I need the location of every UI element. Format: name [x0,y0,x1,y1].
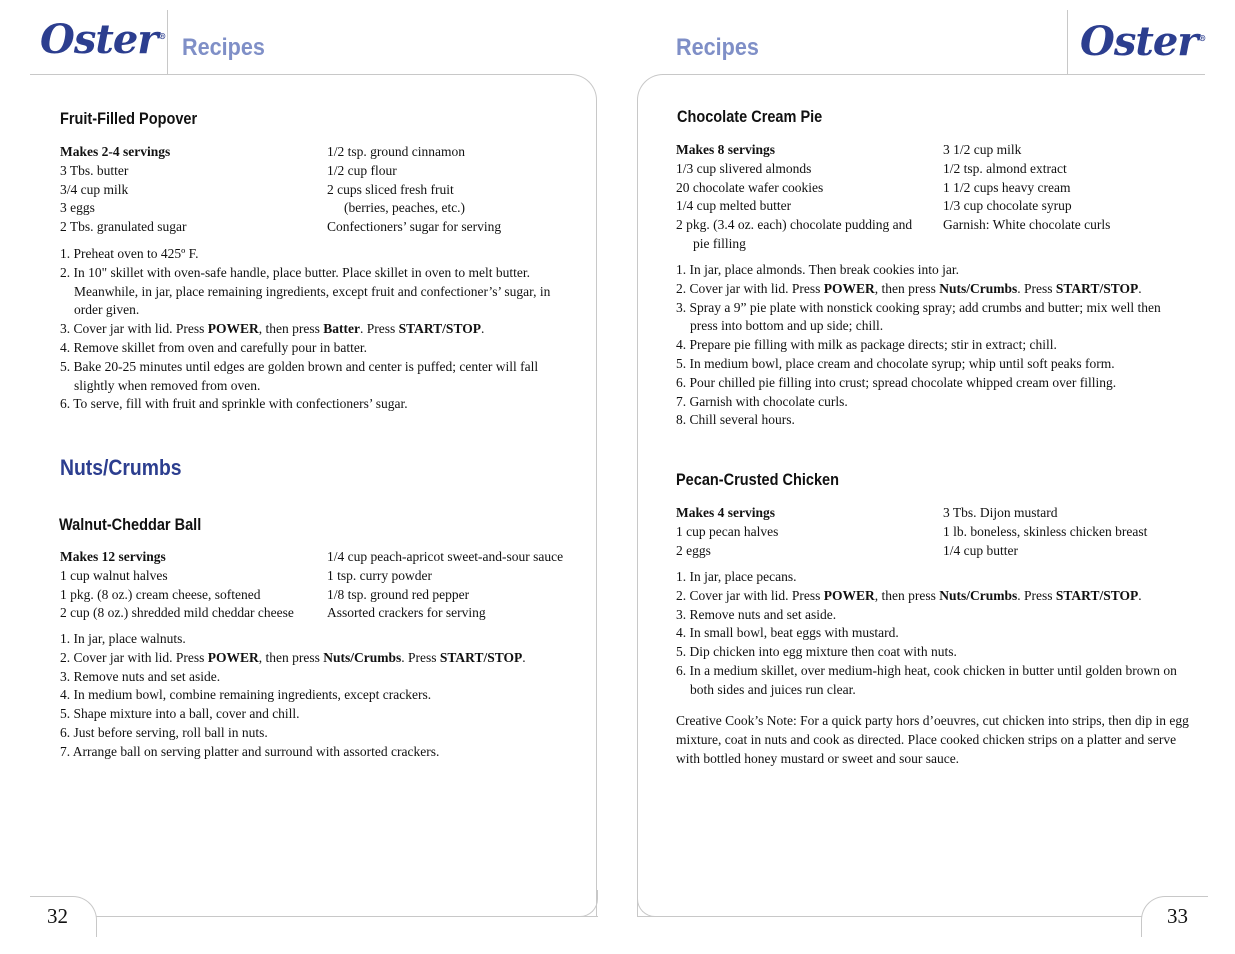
step: 2. In 10" skillet with oven-safe handle, place butter. Place skillet in oven to melt butter. Meanwhile, in jar, place remaining ingredients, except fruit and confectioner’s’ sugar, in order given. [60,264,551,318]
step: 3. Remove nuts and set aside. [60,668,221,684]
ingredients-col1-chocolate-pie [676,141,938,254]
ingredient: 3/4 cup milk [60,181,129,197]
step: 5. Dip chicken into egg mixture then coat with nuts. [676,644,957,660]
step: 4. In small bowl, beat eggs with mustard. [676,625,899,641]
ingredients-col2-walnut-ball [327,548,587,623]
ingredient: 2 pkg. (3.4 oz. each) chocolate pudding and [676,217,913,233]
ingredient: 1/4 cup melted butter [676,198,792,214]
step: 7. Arrange ball on serving platter and surround with assorted crackers. [60,743,440,759]
step: 3. Remove nuts and set aside. [676,606,837,622]
step: 3. Cover jar with lid. Press POWER, then press Batter. Press START/STOP. [60,321,485,337]
step: 5. In medium bowl, place cream and chocolate syrup; whip until soft peaks form. [676,355,1115,371]
step: 4. In medium bowl, combine remaining ingredients, except crackers. [60,687,432,703]
steps-pecan-chicken [676,568,1191,700]
ingredient: 1 cup walnut halves [60,567,168,583]
step: 6. Just before serving, roll ball in nuts. [60,724,268,740]
ingredient: 1 tsp. curry powder [327,567,432,583]
recipe-title-fruit-popover: Fruit-Filled Popover [60,110,198,128]
ingredient: Confectioners’ sugar for serving [327,219,502,235]
recipe-title-pecan-chicken: Pecan-Crusted Chicken [676,471,840,489]
ingredient: 3 eggs [60,200,95,216]
header-divider-left [167,10,168,74]
ingredient: 3 Tbs. butter [60,162,129,178]
ingredients-col1-walnut-ball [60,548,322,623]
ingredient: 1 cup pecan halves [676,523,779,539]
ingredient: 3 Tbs. Dijon mustard [943,505,1058,520]
ingredient: 1/2 cup flour [327,162,397,178]
ingredient: 1 pkg. (8 oz.) cream cheese, softened [60,586,261,602]
oster-logo-right: Oster® [1080,18,1206,65]
section-title-nuts-crumbs: Nuts/Crumbs [60,455,182,480]
ingredients-col1-pecan-chicken [676,504,938,560]
ingredients-col2-pecan-chicken [943,504,1198,560]
servings: Makes 4 servings [676,505,775,520]
cooks-note: Creative Cook’s Note: For a quick party hors d’oeuvres, cut chicken into strips, then dip in egg mixture, coat in nuts and cook as directed. Place cooked chicken strips on a platter and serve with bottled honey mustard or sweet and sour sauce. [676,713,1189,766]
ingredient: 1/3 cup chocolate syrup [943,198,1072,214]
ingredient: 3 1/2 cup milk [943,142,1022,157]
footer-rule-right [637,916,1142,917]
step: 6. In a medium skillet, over medium-high heat, cook chicken in butter until golden brown on both sides and juices run clear. [676,662,1177,697]
ingredient: 2 cup (8 oz.) shredded mild cheddar cheese [60,605,294,621]
page-title-right: Recipes [676,34,759,61]
ingredient: 1/8 tsp. ground red pepper [327,586,470,602]
step: 6. Pour chilled pie filling into crust; spread chocolate whipped cream over filling. [676,374,1117,390]
step: 1. In jar, place walnuts. [60,631,186,646]
step: 4. Prepare pie filling with milk as package directs; stir in extract; chill. [676,337,1057,353]
ingredients-col2-chocolate-pie [943,141,1193,235]
page-title-left: Recipes [182,34,265,61]
ingredient: 2 cups sliced fresh fruit [327,181,454,197]
ingredient: 1/3 cup slivered almonds [676,160,812,176]
servings: Makes 12 servings [60,549,166,564]
servings: Makes 2-4 servings [60,144,171,159]
ingredient: 20 chocolate wafer cookies [676,179,824,195]
steps-fruit-popover [60,245,560,414]
oster-logo-left: Oster® [40,16,166,63]
step: 6. To serve, fill with fruit and sprinkle with confectioners’ sugar. [60,396,408,412]
ingredient: Assorted crackers for serving [327,605,486,621]
ingredient: 1/4 cup peach-apricot sweet-and-sour sauce [327,549,564,564]
header-divider-right [1067,10,1068,74]
recipe-title-walnut-ball: Walnut-Cheddar Ball [59,516,202,534]
step: 3. Spray a 9” pie plate with nonstick cooking spray; add crumbs and butter; mix well then press into bottom and up side; chill. [676,299,1161,334]
ingredient: 1/4 cup butter [943,542,1018,558]
ingredient: Garnish: White chocolate curls [943,217,1111,233]
page-number-left: 32 [47,904,68,928]
ingredients-col1-fruit-popover [60,143,322,237]
ingredient: 2 Tbs. granulated sugar [60,219,187,235]
step: 2. Cover jar with lid. Press POWER, then press Nuts/Crumbs. Press START/STOP. [676,587,1142,603]
ingredient: pie filling [693,235,746,251]
footer-rule-left [96,916,598,917]
step: 4. Remove skillet from oven and carefully pour in batter. [60,339,368,355]
step: 1. In jar, place pecans. [676,569,797,584]
step: 5. Bake 20-25 minutes until edges are golden brown and center is puffed; center will fall slightly when removed from oven. [60,358,539,393]
steps-walnut-ball [60,630,560,762]
page-number-right: 33 [1167,904,1188,928]
ingredients-col2-fruit-popover [327,143,577,237]
steps-chocolate-pie [676,261,1191,430]
ingredient: 1/2 tsp. ground cinnamon [327,144,465,159]
step: 2. Cover jar with lid. Press POWER, then press Nuts/Crumbs. Press START/STOP. [60,649,526,665]
ingredient: 2 eggs [676,542,711,558]
step: 1. In jar, place almonds. Then break cookies into jar. [676,262,959,277]
step: 1. Preheat oven to 425º F. [60,246,199,261]
step: 2. Cover jar with lid. Press POWER, then press Nuts/Crumbs. Press START/STOP. [676,280,1142,296]
ingredient: 1 1/2 cups heavy cream [943,179,1071,195]
ingredient: 1/2 tsp. almond extract [943,160,1067,176]
ingredient: 1 lb. boneless, skinless chicken breast [943,523,1148,539]
step: 8. Chill several hours. [676,412,795,428]
ingredient: (berries, peaches, etc.) [344,200,466,216]
step: 7. Garnish with chocolate curls. [676,393,848,409]
servings: Makes 8 servings [676,142,775,157]
recipe-title-chocolate-pie: Chocolate Cream Pie [677,108,823,126]
step: 5. Shape mixture into a ball, cover and chill. [60,706,300,722]
